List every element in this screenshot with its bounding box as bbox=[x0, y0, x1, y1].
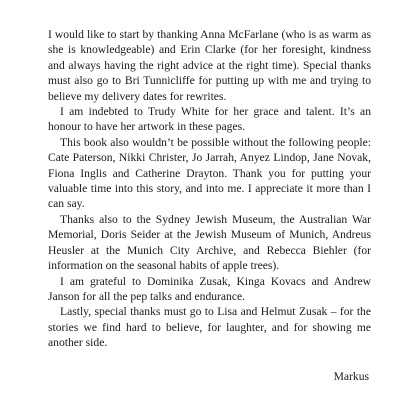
paragraph-thanks-museums: Thanks also to the Sydney Jewish Museum, the Australian War Memorial, Doris Seider at the Jewish Museum of Munich, Andreus Heusler at the Munich City Archive, and Rebecca Biehler (for information on the seasonal habits of apple trees). bbox=[48, 212, 371, 273]
paragraph-thanks-parents: Lastly, special thanks must go to Lisa and Helmut Zusak – for the stories we find hard to believe, for laughter, and for showing me another side. bbox=[48, 305, 371, 350]
paragraph-thanks-publishing-team: This book also wouldn’t be possible without the following people: Cate Paterson, Nikki Christer, Jo Jarrah, Anyez Lindop, Jane Novak, Fiona Inglis and Catherine Drayton. Thank you for putting your valuable time into this story, and into me. I appreciate it more than I can say. bbox=[48, 135, 371, 211]
paragraph-thanks-editors: I would like to start by thanking Anna McFarlane (who is as warm as she is knowledgeable) and Erin Clarke (for her foresight, kindness and always having the right advice at the right time). Special thanks must also go to Bri Tunnicliffe for putting up with me and trying to believe my delivery dates for rewrites. bbox=[48, 28, 371, 103]
author-signature: Markus bbox=[333, 370, 369, 383]
paragraph-thanks-family: I am grateful to Dominika Zusak, Kinga Kovacs and Andrew Janson for all the pep talks and endurance. bbox=[48, 274, 371, 303]
paragraph-thanks-artist: I am indebted to Trudy White for her grace and talent. It’s an honour to have her artwork in these pages. bbox=[48, 105, 371, 134]
